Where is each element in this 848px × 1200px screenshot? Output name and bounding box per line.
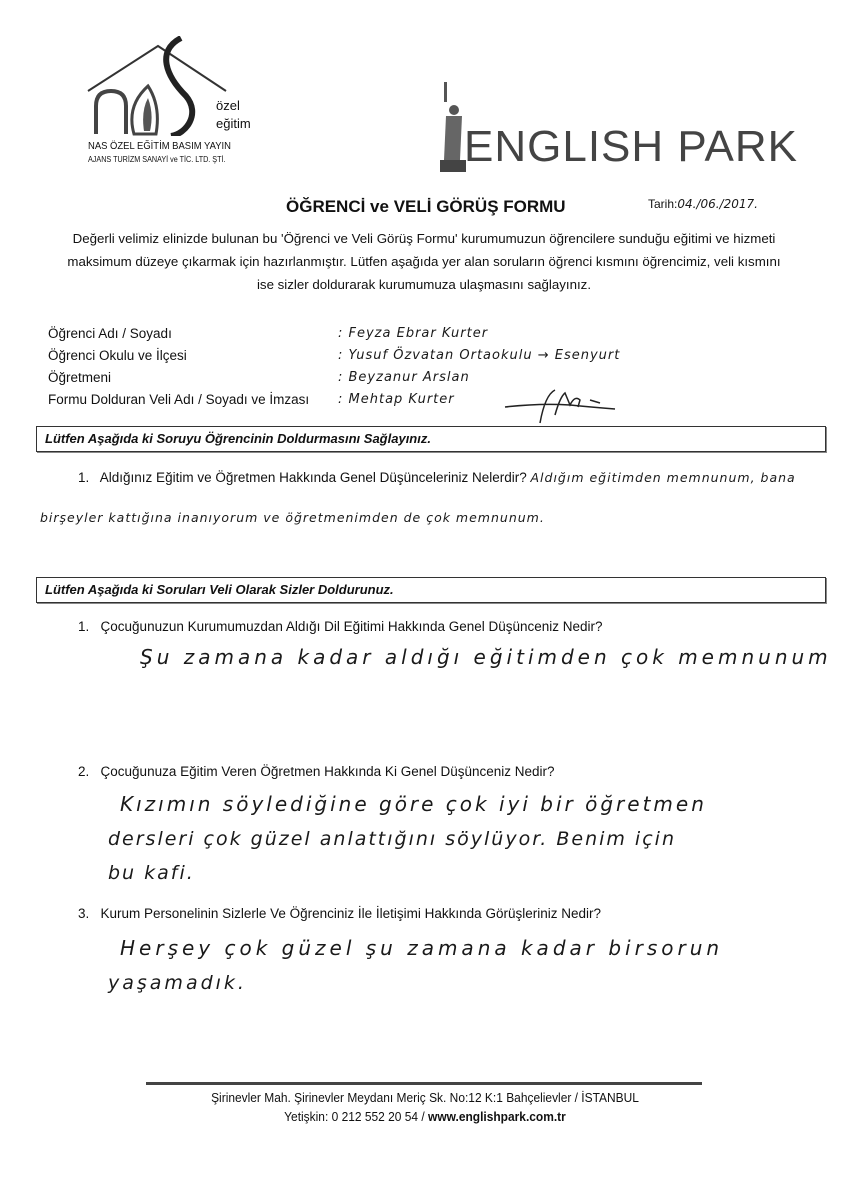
question-text: Kurum Personelinin Sizlerle Ve Öğrenciniz İle İletişimi Hakkında Görüşleriniz Nedir?	[100, 906, 601, 921]
nas-company-2: AJANS TURİZM SANAYİ ve TİC. LTD. ŞTİ.	[88, 155, 226, 164]
answer-line[interactable]: yaşamadık.	[108, 972, 247, 994]
student-question-1	[78, 470, 796, 485]
student-info-fields	[48, 325, 808, 413]
question-number: 1.	[78, 619, 90, 634]
nas-company-1: NAS ÖZEL EĞİTİM BASIM YAYIN	[88, 140, 232, 152]
intro-line: maksimum düzeye çıkarmak için hazırlanmıştır. Lütfen aşağıda yer alan soruların öğrenci kısmını öğrencimiz, veli kısmını	[67, 254, 781, 269]
field-value[interactable]: : Mehtap Kurter	[338, 392, 455, 407]
nas-logo	[86, 36, 256, 171]
footer-phone: Yetişkin: 0 212 552 20 54 /	[284, 1109, 425, 1124]
field-value[interactable]: : Yusuf Özvatan Ortaokulu → Esenyurt	[338, 348, 621, 363]
answer-line[interactable]: Kızımın söylediğine göre çok iyi bir öğretmen	[120, 792, 707, 816]
answer-line[interactable]: birşeyler kattığına inanıyorum ve öğretmenimden de çok memnunum.	[40, 510, 545, 525]
field-value[interactable]: : Beyzanur Arslan	[338, 370, 470, 385]
field-value[interactable]: : Feyza Ebrar Kurter	[338, 326, 489, 341]
parent-question-1	[78, 619, 603, 634]
parent-question-3	[78, 906, 601, 921]
question-number: 2.	[78, 764, 90, 779]
form-title: ÖĞRENCİ ve VELİ GÖRÜŞ FORMU	[286, 197, 566, 216]
answer-line[interactable]: Şu zamana kadar aldığı eğitimden çok memnunum	[140, 645, 832, 669]
parent-question-2	[78, 764, 555, 779]
footer-contact	[163, 1107, 687, 1126]
answer-line[interactable]: Aldığım eğitimden memnunum, bana	[530, 470, 796, 485]
footer-website[interactable]: www.englishpark.com.tr	[428, 1109, 566, 1124]
field-parent	[48, 391, 808, 413]
parent-section-heading-text: Lütfen Aşağıda ki Soruları Veli Olarak Sizler Doldurunuz.	[45, 582, 394, 597]
intro-line: ise sizler doldurarak kurumumuza ulaşmasını sağlayınız.	[256, 277, 592, 292]
answer-line[interactable]: bu kafi.	[108, 862, 195, 884]
field-student-name	[48, 325, 808, 347]
question-text: Çocuğunuza Eğitim Veren Öğretmen Hakkında Ki Genel Düşünceniz Nedir?	[100, 764, 555, 779]
english-park-logo	[436, 80, 798, 175]
question-text: Aldığınız Eğitim ve Öğretmen Hakkında Genel Düşünceleriniz Nelerdir?	[99, 470, 527, 485]
footer	[140, 1088, 710, 1126]
nas-tagline-2: eğitim	[216, 116, 251, 131]
student-section-heading-text: Lütfen Aşağıda ki Soruyu Öğrencinin Doldurmasını Sağlayınız.	[45, 431, 431, 446]
english-park-wordmark: ENGLISH PARK	[464, 122, 798, 171]
question-text: Çocuğunuzun Kurumumuzdan Aldığı Dil Eğitimi Hakkında Genel Düşünceniz Nedir?	[100, 619, 603, 634]
student-section-heading	[36, 426, 826, 452]
footer-divider	[146, 1082, 702, 1085]
date-value: 04./06./2017.	[677, 197, 758, 211]
field-label: Öğrenci Okulu ve İlçesi	[48, 348, 187, 363]
date-field	[648, 197, 758, 211]
nas-tagline-1: özel	[216, 98, 240, 113]
answer-line[interactable]: dersleri çok güzel anlattığını söylüyor. Benim için	[108, 828, 676, 850]
question-number: 1.	[78, 470, 90, 485]
field-label: Formu Dolduran Veli Adı / Soyadı ve İmzası	[48, 392, 310, 407]
question-number: 3.	[78, 906, 90, 921]
footer-address: Şirinevler Mah. Şirinevler Meydanı Meriç Sk. No:12 K:1 Bahçelievler / İSTANBUL	[211, 1090, 639, 1105]
field-label: Öğrenci Adı / Soyadı	[48, 326, 172, 341]
intro-paragraph	[20, 227, 828, 296]
field-teacher	[48, 369, 808, 391]
date-label: Tarih:	[648, 197, 678, 211]
answer-line[interactable]: Herşey çok güzel şu zamana kadar birsorun	[120, 936, 724, 960]
parent-section-heading	[36, 577, 826, 603]
field-label: Öğretmeni	[48, 370, 112, 385]
field-school	[48, 347, 808, 369]
intro-line: Değerli velimiz elinizde bulunan bu 'Öğrenci ve Veli Görüş Formu' kurumumuzun öğrencilere sunduğu eğitimi ve hizmeti	[72, 231, 776, 246]
parent-signature	[500, 385, 620, 425]
